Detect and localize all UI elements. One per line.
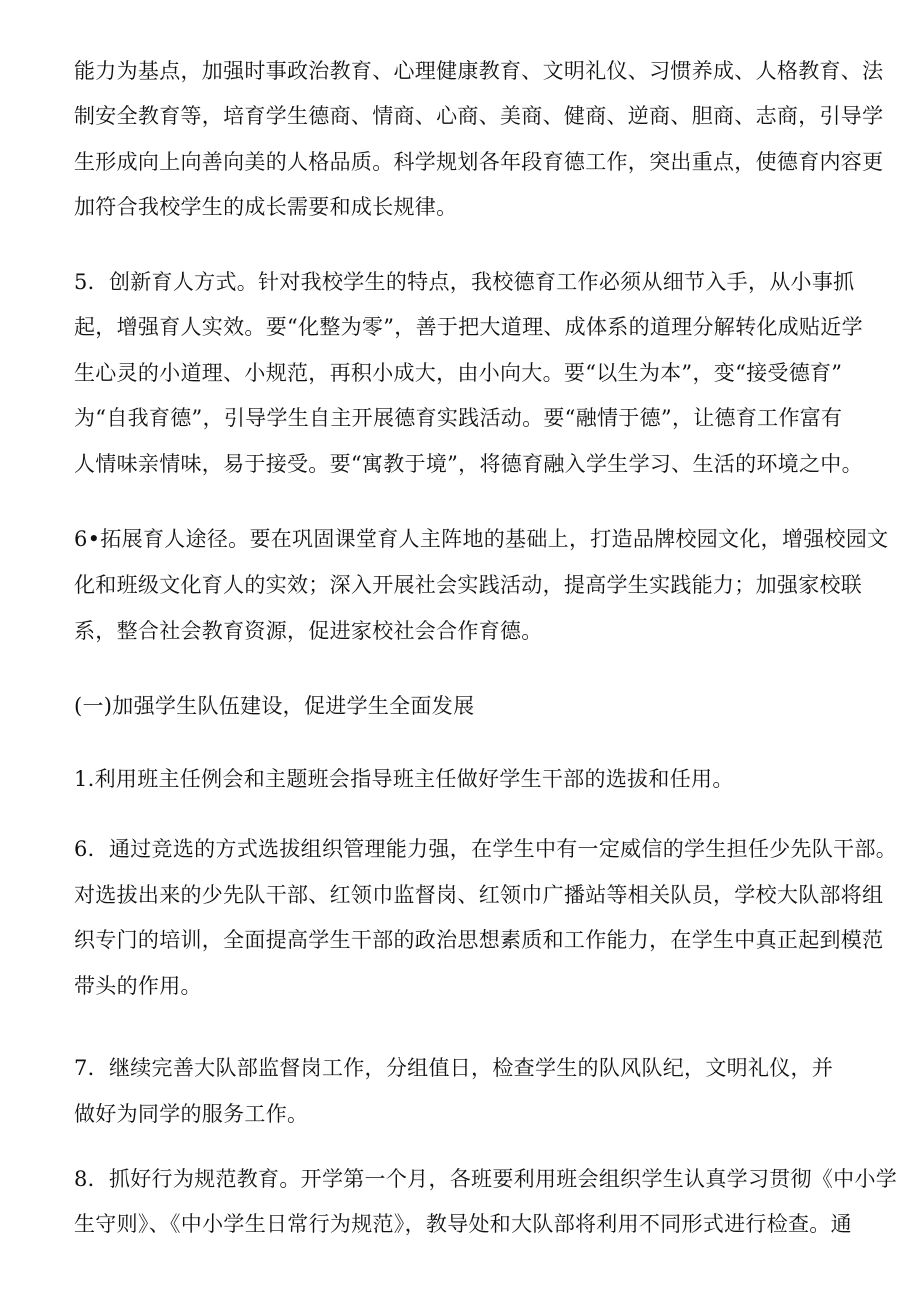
text-line: 人情味亲情味，易于接受。要“寓教于境”，将德育融入学生学习、生活的环境之中。 — [74, 452, 863, 476]
text-line: 起，增强育人实效。要“化整为零”，善于把大道理、成体系的道理分解转化成贴近学 — [74, 315, 863, 339]
text-line: 生心灵的小道理、小规范，再积小成大，由小向大。要“以生为本”，变“接受德育” — [74, 361, 843, 385]
text-line: 1.利用班主任例会和主题班会指导班主任做好学生干部的选拔和任用。 — [74, 767, 734, 791]
text-line: 6．通过竞选的方式选拔组织管理能力强，在学生中有一定威信的学生担任少先队干部。 — [74, 837, 898, 861]
text-line: 系，整合社会教育资源，促进家校社会合作育德。 — [74, 619, 543, 643]
text-line: 织专门的培训，全面提高学生干部的政治思想素质和工作能力，在学生中真正起到模范 — [74, 928, 884, 952]
text-line: 生形成向上向善向美的人格品质。科学规划各年段育德工作，突出重点，使德育内容更 — [74, 150, 884, 174]
text-line: 生守则》、《中小学生日常行为规范》，教导处和大队部将利用不同形式进行检查。通 — [74, 1212, 852, 1236]
text-line: 加符合我校学生的成长需要和成长规律。 — [74, 195, 458, 219]
text-line: 做好为同学的服务工作。 — [74, 1102, 309, 1126]
text-line: 对选拔出来的少先队干部、红领巾监督岗、红领巾广播站等相关队员，学校大队部将组 — [74, 883, 884, 907]
text-line: 5．创新育人方式。针对我校学生的特点，我校德育工作必须从细节入手，从小事抓 — [74, 270, 855, 294]
text-line: 带头的作用。 — [74, 974, 202, 998]
text-line: 8．抓好行为规范教育。开学第一个月，各班要利用班会组织学生认真学习贯彻《中小学 — [74, 1167, 898, 1191]
text-line: 化和班级文化育人的实效；深入开展社会实践活动，提高学生实践能力；加强家校联 — [74, 573, 863, 597]
text-line: 6•拓展育人途径。要在巩固课堂育人主阵地的基础上，打造品牌校园文化，增强校园文 — [74, 527, 889, 551]
section-heading-text: (一)加强学生队伍建设，促进学生全面发展 — [74, 694, 475, 718]
text-line: 为“自我育德”，引导学生自主开展德育实践活动。要“融情于德”，让德育工作富有 — [74, 406, 843, 430]
text-line: 制安全教育等，培育学生德商、情商、心商、美商、健商、逆商、胆商、志商，引导学 — [74, 104, 884, 128]
text-line: 7．继续完善大队部监督岗工作，分组值日，检查学生的队风队纪，文明礼仪，并 — [74, 1056, 834, 1080]
text-line: 能力为基点，加强时事政治教育、心理健康教育、文明礼仪、习惯养成、人格教育、法 — [74, 59, 884, 83]
